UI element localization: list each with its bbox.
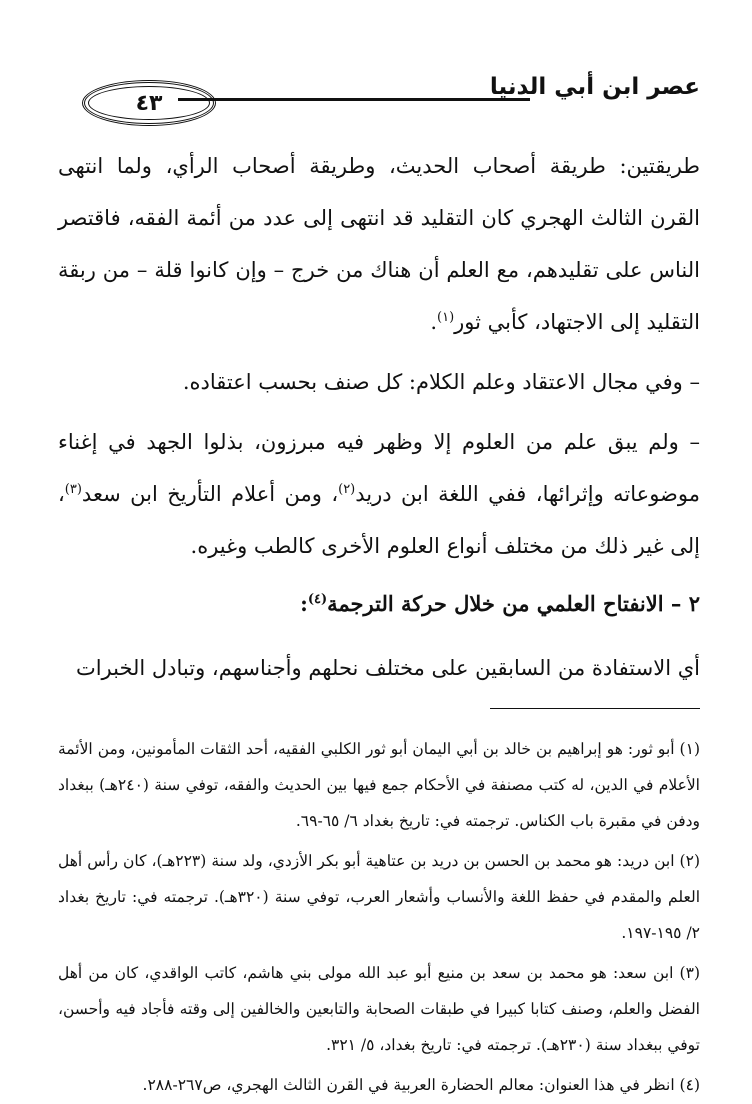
footnote-4: (٤) انظر في هذا العنوان: معالم الحضارة العربية في القرن الثالث الهجري، ص٢٦٧-٢٨٨. [142,1076,700,1094]
section-heading-text: ٢ – الانفتاح العلمي من خلال حركة الترجمة [327,591,700,616]
paragraph-3-text-b: ، ومن أعلام التأريخ ابن سعد [81,482,339,506]
paragraph-1-end: . [430,310,437,334]
paragraph-3-text-a: – ولم يبق علم من العلوم إلا وظهر فيه مبرزون، بذلوا الجهد في إغناء موضوعاته وإثرائها، ففي اللغة ابن دريد [58,430,700,506]
paragraph-4: أي الاستفادة من السابقين على مختلف نحلهم وأجناسهم، وتبادل الخبرات [75,656,700,680]
footnote-ref-3: (٣) [64,482,82,497]
main-text [58,140,700,694]
running-header [58,64,700,140]
section-heading [58,576,700,632]
paragraph-3-text-c: ، إلى غير ذلك من مختلف أنواع العلوم الأخرى كالطب وغيره. [58,482,700,558]
page-number-badge [82,80,216,126]
book-page [58,64,700,1103]
footnotes [58,731,700,1103]
paragraph-3 [58,416,700,572]
header-rule [178,98,530,101]
paragraph-1-text: طريقتين: طريقة أصحاب الحديث، وطريقة أصحاب الرأي، ولما انتهى القرن الثالث الهجري كان التقليد قد انتهى إلى عدد من أئمة الفقه، فاقتصر الناس على تقليدهم، مع العلم أن هناك من خرج – وإن كانوا قلة – من ربقة التقليد إلى الاجتهاد، كأبي ثور [58,154,700,334]
running-title: عصر ابن أبي الدنيا [489,74,700,100]
footnote-2: (٢) ابن دريد: هو محمد بن الحسن بن دريد بن عتاهية أبو بكر الأزدي، ولد سنة (٢٢٣هـ)، كان رأس أهل العلم والمقدم في حفظ اللغة والأنساب وأشعار العرب، توفي سنة (٣٢٠هـ). ترجمته في: تاريخ بغداد ٢/ ١٩٥-١٩٧. [58,852,701,942]
footnote-ref-2: (٢) [338,482,356,497]
footnote-3: (٣) ابن سعد: هو محمد بن سعد بن منيع أبو عبد الله مولى بني هاشم، كاتب الواقدي، كان من أهل الفضل والعلم، وصنف كتابا كبيرا في طبقات الصحابة والتابعين والخالفين إلى وقته فأجاد فيه وأحسن، توفي ببغداد سنة (٢٣٠هـ). ترجمته في: تاريخ بغداد، ٥/ ٣٢١. [58,964,700,1054]
footnote-ref-1: (١) [437,310,455,325]
paragraph-2: – وفي مجال الاعتقاد وعلم الكلام: كل صنف بحسب اعتقاده. [182,370,700,394]
section-heading-end: : [300,591,308,616]
footnote-1: (١) أبو ثور: هو إبراهيم بن خالد بن أبي اليمان أبو ثور الكلبي الفقيه، أحد الثقات المأمونين، ومن الأئمة الأعلام في الدين، له كتب مصنفة في الأحكام جمع فيها بين الحديث والفقه، توفي سنة (٢٤٠هـ) ببغداد ودفن في مقبرة باب الكناس. ترجمته في: تاريخ بغداد ٦/ ٦٥-٦٩. [58,740,700,830]
paragraph-1 [58,140,700,348]
footnote-separator [490,708,700,709]
footnote-ref-4: (٤) [307,592,328,607]
page-number: ٤٣ [135,90,163,116]
